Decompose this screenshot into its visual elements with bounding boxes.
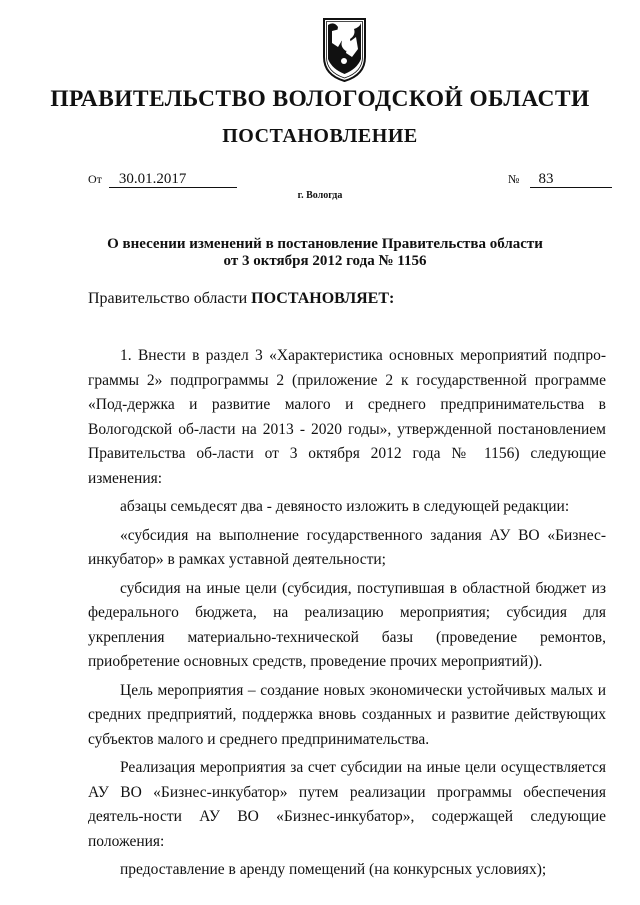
paragraph: 1. Внести в раздел 3 «Характеристика основных мероприятий подпро-граммы 2» подпрограммы 2 (приложение 2 к государственной программе «Под-держка и развитие малого и среднего предпринимательства в Вологодской об-ласти на 2013 - 2020 годы», утвержденной постановлением Правительства об-ласти от 3 октября 2012 года № 1156) следующие изменения: <box>88 347 606 487</box>
subject-line-1: О внесении изменений в постановление Правительства области <box>107 236 543 252</box>
subject-line-2: от 3 октября 2012 года № 1156 <box>223 253 427 269</box>
paragraph: «субсидия на выполнение государственного задания АУ ВО «Бизнес-инкубатор» в рамках уставной деятельности; <box>88 526 606 568</box>
date-field <box>88 172 237 188</box>
number-field <box>508 172 612 188</box>
city-label: г. Вологда <box>297 190 343 201</box>
document-body <box>88 344 606 883</box>
government-title: ПРАВИТЕЛЬСТВО ВОЛОГОДСКОЙ ОБЛАСТИ <box>50 86 590 112</box>
preamble-emphasis: ПОСТАНОВЛЯЕТ: <box>251 290 395 307</box>
preamble <box>88 290 394 308</box>
document-subject <box>60 236 590 270</box>
paragraph: предоставление в аренду помещений (на конкурсных условиях); <box>120 861 547 878</box>
paragraph: абзацы семьдесят два - девяносто изложить в следующей редакции: <box>120 498 570 515</box>
date-prefix: От <box>88 172 102 186</box>
number-prefix: № <box>508 172 520 186</box>
date-value: 30.01.2017 <box>109 172 237 188</box>
paragraph: субсидия на иные цели (субсидия, поступившая в областной бюджет из федерального бюджета, на реализацию мероприятия; субсидия для укрепления материально-технической базы (проведение ремонтов, приобретение основных средств, проведение прочих мероприятий)). <box>88 579 606 670</box>
vologda-coat-of-arms-icon <box>322 17 367 83</box>
preamble-text: Правительство области <box>88 290 252 307</box>
document-type: ПОСТАНОВЛЕНИЕ <box>222 125 418 147</box>
paragraph: Цель мероприятия – создание новых экономически устойчивых малых и средних предприятий, поддержка вновь созданных и развитие действующих субъектов малого и среднего предпринимательства. <box>88 681 606 748</box>
paragraph: Реализация мероприятия за счет субсидии на иные цели осуществляется АУ ВО «Бизнес-инкубатор» путем реализации программы обеспечения деятель-ности АУ ВО «Бизнес-инкубатор», содержащей следующие положения: <box>88 759 606 850</box>
number-value: 83 <box>530 172 612 188</box>
